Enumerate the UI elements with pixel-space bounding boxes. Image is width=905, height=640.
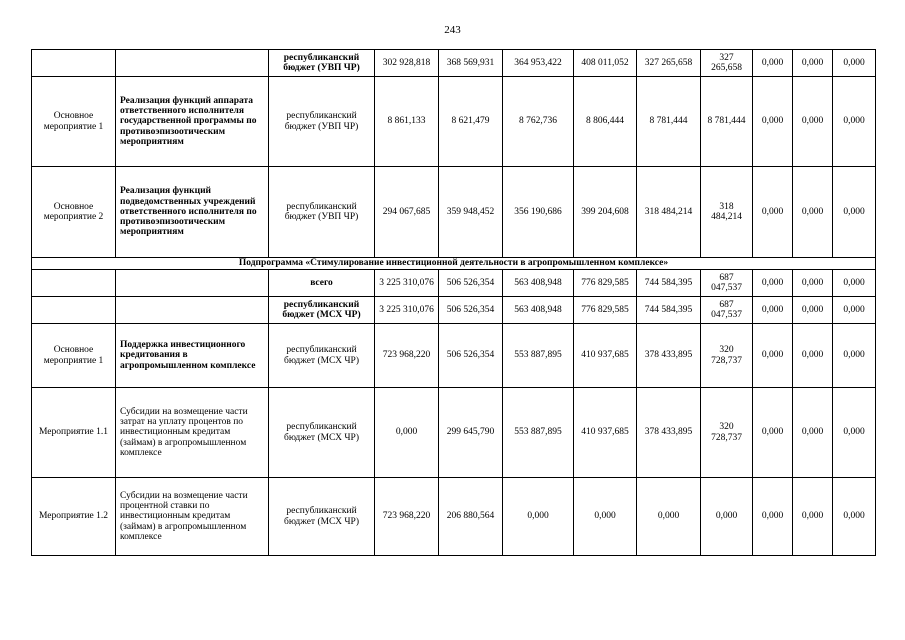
value-cell: 0,000 bbox=[833, 478, 876, 556]
value-cell: 0,000 bbox=[753, 478, 793, 556]
value-cell: 408 011,052 bbox=[574, 50, 637, 77]
value-cell: 0,000 bbox=[753, 324, 793, 388]
value-cell: 0,000 bbox=[753, 50, 793, 77]
value-cell: 0,000 bbox=[833, 77, 876, 167]
value-cell: 320 728,737 bbox=[701, 324, 753, 388]
value-cell: 327 265,658 bbox=[637, 50, 701, 77]
value-cell: 0,000 bbox=[753, 297, 793, 324]
value-cell: 399 204,608 bbox=[574, 167, 637, 258]
value-cell: 0,000 bbox=[375, 388, 439, 478]
value-cell: 3 225 310,076 bbox=[375, 297, 439, 324]
value-cell: 0,000 bbox=[753, 77, 793, 167]
value-cell: 0,000 bbox=[793, 297, 833, 324]
value-cell: 744 584,395 bbox=[637, 270, 701, 297]
table-row bbox=[32, 167, 876, 258]
value-cell: 0,000 bbox=[833, 388, 876, 478]
row-label: Мероприятие 1.2 bbox=[32, 478, 116, 556]
funding-source: республиканский бюджет (УВП ЧР) bbox=[269, 50, 375, 77]
value-cell: 3 225 310,076 bbox=[375, 270, 439, 297]
value-cell: 0,000 bbox=[574, 478, 637, 556]
table-row bbox=[32, 50, 876, 77]
value-cell: 0,000 bbox=[793, 478, 833, 556]
value-cell: 0,000 bbox=[753, 270, 793, 297]
row-description bbox=[116, 270, 269, 297]
funding-source: республиканский бюджет (УВП ЧР) bbox=[269, 77, 375, 167]
value-cell: 723 968,220 bbox=[375, 324, 439, 388]
value-cell: 0,000 bbox=[833, 270, 876, 297]
value-cell: 506 526,354 bbox=[439, 324, 503, 388]
value-cell: 0,000 bbox=[833, 167, 876, 258]
row-description: Реализация функций подведомственных учреждений ответственного исполнителя по противоэпизоотическим мероприятиям bbox=[116, 167, 269, 258]
funding-source: республиканский бюджет (УВП ЧР) bbox=[269, 167, 375, 258]
value-cell: 776 829,585 bbox=[574, 297, 637, 324]
funding-source: республиканский бюджет (МСХ ЧР) bbox=[269, 297, 375, 324]
row-description: Субсидии на возмещение части процентной ставки по инвестиционным кредитам (займам) в агропромышленном комплексе bbox=[116, 478, 269, 556]
section-row bbox=[32, 258, 876, 270]
value-cell: 687 047,537 bbox=[701, 297, 753, 324]
funding-source: всего bbox=[269, 270, 375, 297]
subprogram-title: Подпрограмма «Стимулирование инвестиционной деятельности в агропромышленном комплексе» bbox=[32, 258, 876, 270]
value-cell: 553 887,895 bbox=[503, 324, 574, 388]
row-description bbox=[116, 50, 269, 77]
value-cell: 327 265,658 bbox=[701, 50, 753, 77]
value-cell: 553 887,895 bbox=[503, 388, 574, 478]
value-cell: 563 408,948 bbox=[503, 270, 574, 297]
value-cell: 0,000 bbox=[753, 167, 793, 258]
page-number: 243 bbox=[444, 24, 461, 36]
value-cell: 8 861,133 bbox=[375, 77, 439, 167]
value-cell: 294 067,685 bbox=[375, 167, 439, 258]
value-cell: 206 880,564 bbox=[439, 478, 503, 556]
row-label: Мероприятие 1.1 bbox=[32, 388, 116, 478]
value-cell: 320 728,737 bbox=[701, 388, 753, 478]
value-cell: 0,000 bbox=[833, 50, 876, 77]
value-cell: 8 806,444 bbox=[574, 77, 637, 167]
row-description: Реализация функций аппарата ответственного исполнителя государственной программы по противоэпизоотическим мероприятиям bbox=[116, 77, 269, 167]
value-cell: 364 953,422 bbox=[503, 50, 574, 77]
budget-table bbox=[31, 49, 876, 556]
value-cell: 8 762,736 bbox=[503, 77, 574, 167]
value-cell: 723 968,220 bbox=[375, 478, 439, 556]
row-label bbox=[32, 297, 116, 324]
table-row bbox=[32, 478, 876, 556]
value-cell: 563 408,948 bbox=[503, 297, 574, 324]
table-row bbox=[32, 388, 876, 478]
value-cell: 687 047,537 bbox=[701, 270, 753, 297]
value-cell: 0,000 bbox=[833, 297, 876, 324]
value-cell: 744 584,395 bbox=[637, 297, 701, 324]
value-cell: 0,000 bbox=[793, 388, 833, 478]
value-cell: 410 937,685 bbox=[574, 324, 637, 388]
value-cell: 299 645,790 bbox=[439, 388, 503, 478]
row-description: Субсидии на возмещение части затрат на уплату процентов по инвестиционным кредитам (займам) в агропромышленном комплексе bbox=[116, 388, 269, 478]
row-label: Основное мероприятие 1 bbox=[32, 77, 116, 167]
row-description bbox=[116, 297, 269, 324]
value-cell: 359 948,452 bbox=[439, 167, 503, 258]
table-row bbox=[32, 297, 876, 324]
value-cell: 378 433,895 bbox=[637, 388, 701, 478]
value-cell: 410 937,685 bbox=[574, 388, 637, 478]
row-label: Основное мероприятие 1 bbox=[32, 324, 116, 388]
value-cell: 0,000 bbox=[701, 478, 753, 556]
value-cell: 0,000 bbox=[503, 478, 574, 556]
value-cell: 0,000 bbox=[793, 167, 833, 258]
table-row bbox=[32, 77, 876, 167]
value-cell: 0,000 bbox=[793, 270, 833, 297]
row-label bbox=[32, 270, 116, 297]
row-description: Поддержка инвестиционного кредитования в агропромышленном комплексе bbox=[116, 324, 269, 388]
value-cell: 0,000 bbox=[753, 388, 793, 478]
table-row bbox=[32, 270, 876, 297]
value-cell: 318 484,214 bbox=[701, 167, 753, 258]
value-cell: 8 781,444 bbox=[637, 77, 701, 167]
table-row bbox=[32, 324, 876, 388]
value-cell: 0,000 bbox=[793, 50, 833, 77]
row-label: Основное мероприятие 2 bbox=[32, 167, 116, 258]
value-cell: 0,000 bbox=[793, 324, 833, 388]
value-cell: 302 928,818 bbox=[375, 50, 439, 77]
value-cell: 356 190,686 bbox=[503, 167, 574, 258]
value-cell: 506 526,354 bbox=[439, 270, 503, 297]
value-cell: 378 433,895 bbox=[637, 324, 701, 388]
value-cell: 0,000 bbox=[637, 478, 701, 556]
value-cell: 0,000 bbox=[833, 324, 876, 388]
value-cell: 318 484,214 bbox=[637, 167, 701, 258]
value-cell: 506 526,354 bbox=[439, 297, 503, 324]
funding-source: республиканский бюджет (МСХ ЧР) bbox=[269, 324, 375, 388]
funding-source: республиканский бюджет (МСХ ЧР) bbox=[269, 478, 375, 556]
row-label bbox=[32, 50, 116, 77]
funding-source: республиканский бюджет (МСХ ЧР) bbox=[269, 388, 375, 478]
value-cell: 0,000 bbox=[793, 77, 833, 167]
value-cell: 8 621,479 bbox=[439, 77, 503, 167]
value-cell: 8 781,444 bbox=[701, 77, 753, 167]
value-cell: 776 829,585 bbox=[574, 270, 637, 297]
value-cell: 368 569,931 bbox=[439, 50, 503, 77]
